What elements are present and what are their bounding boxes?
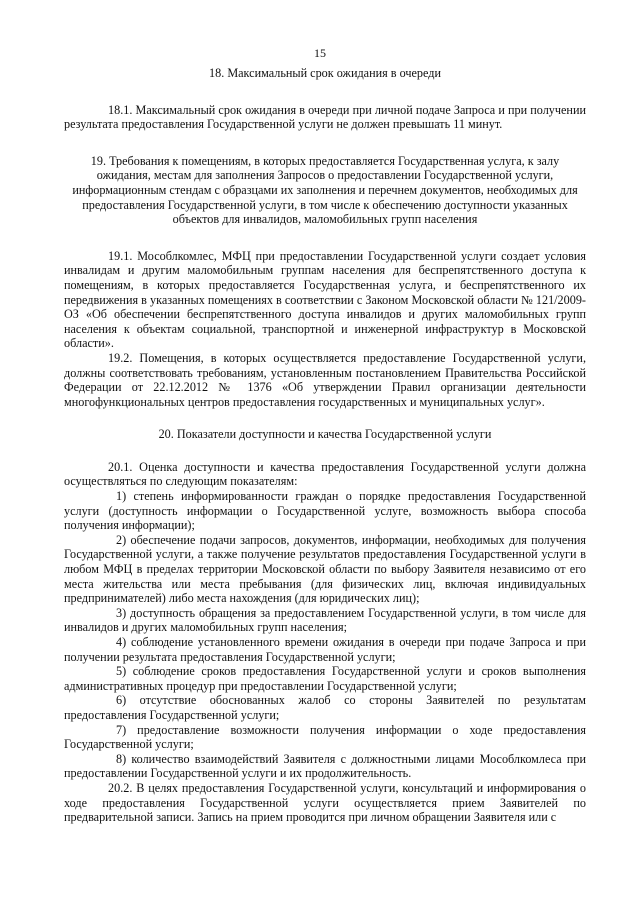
page-number: 15 [314,46,326,60]
list-item: 3) доступность обращения за предоставлением Государственной услуги, в том числе для инвалидов и других маломобильных групп населения; [64,605,586,635]
section-20-heading: 20. Показатели доступности и качества Государственной услуги [158,427,492,442]
list-item: 2) обеспечение подачи запросов, документов, информации, необходимых для получения Государственной услуги, а также получение результатов предоставления Государственной услуги в любом МФЦ в пределах территории Московской области по выбору Заявителя независимо от его места жительства или места пребывания (для физических лиц, включая индивидуальных предпринимателей) либо места нахождения (для юридических лиц); [64,532,586,606]
list-item: 4) соблюдение установленного времени ожидания в очереди при подаче Запроса и при получении результата предоставления Государственной услуги; [64,635,586,664]
paragraph-20-2: 20.2. В целях предоставления Государственной услуги, консультаций и информирования о ходе предоставления Государственной услуги осуществляется прием Заявителей по предварительной записи. Запись на прием проводится при личном обращении Заявителя или с [64,780,586,825]
list-item: 8) количество взаимодействий Заявителя с должностными лицами Мособлкомлеса при предоставлении Государственной услуги и их продолжительность. [64,751,586,781]
paragraph-20-1: 20.1. Оценка доступности и качества предоставления Государственной услуги должна осуществляться по следующим показателям: [64,459,586,489]
section-18-heading: 18. Максимальный срок ожидания в очереди [209,66,441,80]
list-item: 6) отсутствие обоснованных жалоб со стороны Заявителей по результатам предоставления Государственной услуги; [64,693,586,722]
document-body [64,66,586,825]
paragraph-18-1: 18.1. Максимальный срок ожидания в очереди при личной подаче Запроса и при получении результата предоставления Государственной услуги не должен превышать 11 минут. [64,102,586,132]
list-item: 5) соблюдение сроков предоставления Государственной услуги и сроков выполнения административных процедур при предоставлении Государственной услуги; [64,664,586,693]
paragraph-19-2: 19.2. Помещения, в которых осуществляется предоставление Государственной услуги, должны соответствовать требованиям, установленным постановлением Правительства Российской Федерации от 22.12.2012 № 1376 «Об утверждении Правил организации деятельности многофункциональных центров предоставления государственных и муниципальных услуг». [64,350,586,409]
list-item: 7) предоставление возможности получения информации о ходе предоставления Государственной услуги; [64,722,586,752]
section-19-heading: 19. Требования к помещениям, в которых предоставляется Государственная услуга, к залу ожидания, местам для заполнения Запросов о предоставлении Государственной услуги, информационным стендам с образцами их заполнения и перечнем документов, необходимых для предоставления Государственной услуги, в том числе к обеспечению доступности указанных объектов для инвалидов, маломобильных групп населения [72,153,578,227]
paragraph-19-1: 19.1. Мособлкомлес, МФЦ при предоставлении Государственной услуги создает условия инвалидам и другим маломобильным группам населения для беспрепятственного доступа к помещениям, в которых предоставляется Государственная услуга, и беспрепятственного их передвижения в указанных помещениях в соответствии с Законом Московской области № 121/2009-ОЗ «Об обеспечении беспрепятственного доступа инвалидов и других маломобильных групп населения к объектам социальной, транспортной и инженерной инфраструктур в Московской области». [64,248,586,351]
list-item: 1) степень информированности граждан о порядке предоставления Государственной услуги (доступность информации о Государственной услуге, возможность выбора способа получения информации); [64,489,586,533]
